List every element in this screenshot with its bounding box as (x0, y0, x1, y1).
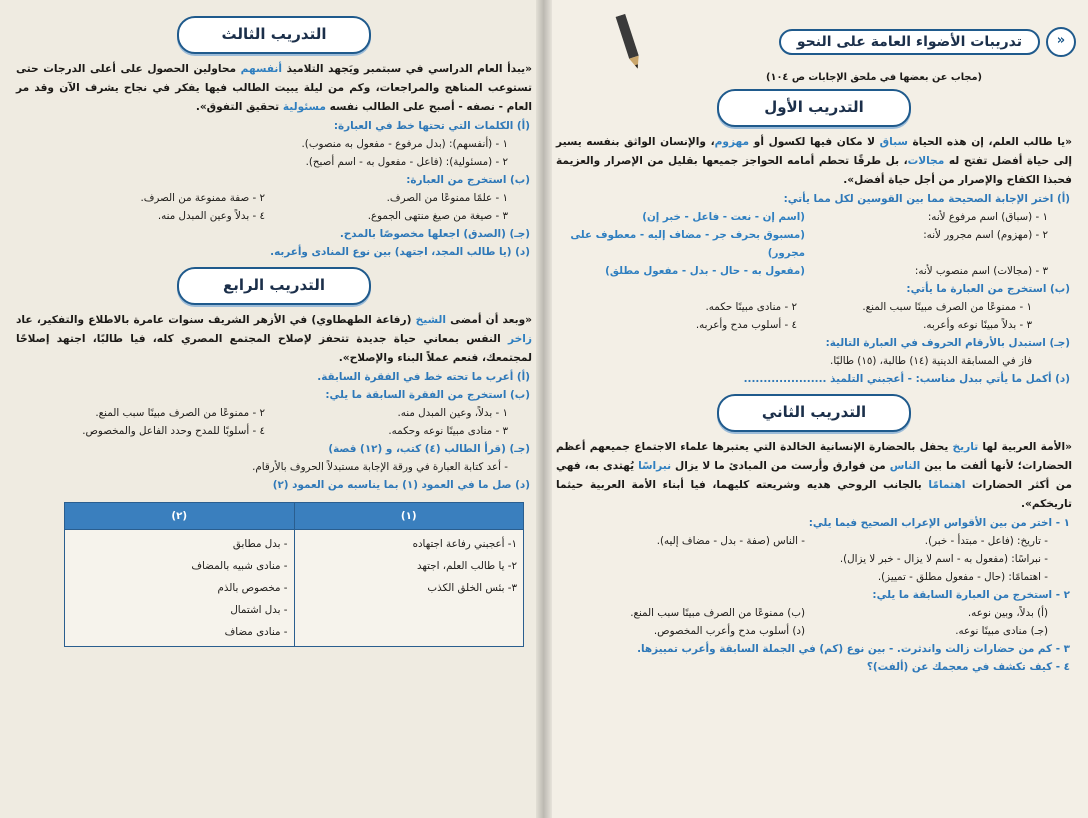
exercise-1-paragraph: «يا طالب العلم، إن هذه الحياة سباق لا مكان فيها لكسول أو مهزوم، والإنسان الواثق بنفسه يسير إلى حياة أفضل تفتح له مجالات، بل طرقًا تحطم أمامه الحواجز جميعها بقليل من الإصرار والعزيمة فحبذا الكفاح والإصرار من أجل حياة أفضل». (556, 136, 1072, 186)
exercise-4-question-d: (د) صل ما في العمود (١) بما يناسبه من العمود (٢) (272, 479, 530, 491)
list-item: ٣ - صيغة من صيغ منتهى الجموع. ٤ - بدلاً وعين المبدل منه. (157, 210, 508, 222)
table-item: ٣- بئس الخلق الكذب (427, 582, 517, 594)
exercise-3-question-b: (ب) استخرج من العبارة: (406, 174, 530, 186)
exercise-1-title: التدريب الأول (717, 89, 911, 127)
list-item: ١ - بدلاً، وعين المبدل منه. ٢ - ممنوعًا من الصرف مبينًا سبب المنع. (95, 407, 508, 419)
book-gutter (536, 0, 552, 818)
table-item: - مخصوص بالذم (217, 582, 288, 594)
exercise-4-question-b: (ب) استخرج من الفقرة السابقة ما يلي: (325, 389, 530, 401)
list-item: ١ - علمًا ممنوعًا من الصرف. ٢ - صفة ممنوعة من الصرف. (140, 192, 508, 204)
table-item: - بدل مطابق (232, 538, 288, 550)
matching-table (64, 502, 524, 647)
exercise-1-question-d: (د) أكمل ما يأتي ببدل مناسب: - أعجبني التلميذ ..................... (743, 373, 1070, 385)
list-item: ١ - (أنفسهم): (بدل مرفوع - مفعول به منصوب). (301, 138, 508, 150)
list-item: ٢ - (مسئولية): (فاعل - مفعول به - اسم أصبح). (305, 156, 508, 168)
pencil-icon (614, 13, 645, 71)
section-header (552, 14, 1076, 70)
exercise-4-title: التدريب الرابع (177, 267, 371, 305)
exercise-3-question-a: (أ) الكلمات التي تحتها خط في العبارة: (333, 120, 530, 132)
list-item: - تاريخ: (فاعل - مبتدأ - خبر). - الناس (صفة - بدل - مضاف إليه). (656, 535, 1048, 547)
exercise-2-question-3: ٣ - كم من حضارات زالت واندثرت. - بين نوع (كم) في الجملة السابقة وأعرب تمييزها. (637, 643, 1070, 655)
exercise-1-question-b: (ب) استخرج من العبارة ما يأتي: (906, 283, 1070, 295)
exercise-3-paragraph: «يبدأ العام الدراسي في سبتمبر ويَجهد التلاميذ أنفسهم محاولين الحصول على أعلى الدرجات حتى تستوعب المناهج والمراجعات، وكم من ليلة يبيت الطالب فيها يفكر في نجاح يشرف الآن وقد مر العام - نصفه - أصبح على الطالب نفسه مسئولية تحقيق التفوق». (16, 63, 532, 113)
exercise-2-title: التدريب الثاني (717, 394, 911, 432)
exercise-1-question-a: (أ) اختر الإجابة الصحيحة مما بين القوسين لكل مما يأتي: (783, 193, 1070, 205)
answers-note: (مجاب عن بعضها في ملحق الإجابات ص ١٠٤) (765, 72, 982, 83)
exercise-2-question-4: ٤ - كيف تكشف في معجمك عن (ألفت)؟ (866, 661, 1070, 673)
column-2-cell (65, 530, 295, 647)
section-title: تدريبات الأضواء العامة على النحو (779, 29, 1040, 55)
list-item: ٣ - (مجالات) اسم منصوب لأنه: (مفعول به - حال - بدل - مفعول مطلق) (605, 265, 1048, 277)
exercise-2-paragraph: «الأمة العربية لها تاريخ يحفل بالحضارة الإنسانية الخالدة التي يعتبرها علماء الاجتماع جميعهم أعظم الحضارات؛ لأنها ألفت ما بين الناس من فوارق وأرست من المبادئ ما لا يزال نبراسًا يُهتدى به، فهي من أكثر الحضارات اهتمامًا بالجانب الروحي هديه وشريعته كليهما، فيا أبناء الأمة العربية حيثما تاريخكم». (556, 441, 1073, 510)
list-item: - اهتمامًا: (حال - مفعول مطلق - تمييز). (877, 571, 1048, 583)
list-item: (جـ) منادى مبينًا نوعه. (د) أسلوب مدح وأعرب المخصوص. (653, 625, 1048, 637)
exercise-4-paragraph: «وبعد أن أمضى الشيخ (رفاعة الطهطاوي) في الأزهر الشريف سنوات عامرة بالاطلاع والتفكير، عاد زاخر النفس بمعاني حياة جديدة تتحفز لإصلاح المجتمع المصري كله، فيا طالبًا، اجتهد إصلاحًا لمجتمعك، فنعم عملاً البناء والإصلاح». (16, 314, 532, 364)
list-item: ١ - ممنوعًا من الصرف مبينًا سبب المنع. ٢ - منادى مبينًا حكمه. (705, 301, 1032, 313)
column-1-header: (١) (294, 503, 524, 530)
double-chevron-icon: « (1046, 27, 1076, 57)
column-2-header: (٢) (65, 503, 295, 530)
table-item: - بدل اشتمال (230, 604, 288, 616)
list-item: ٣ - منادى مبينًا نوعه وحكمه. ٤ - أسلوبًا للمدح وحدد الفاعل والمخصوص. (82, 425, 508, 437)
list-item: فاز في المسابقة الدينية (١٤) طالبة، (١٥) طالبًا. (830, 355, 1032, 367)
exercise-3-title: التدريب الثالث (177, 16, 371, 54)
exercise-3-question-d: (د) (يا طالب المجد، اجتهد) بين نوع المنادى وأعربه. (270, 246, 530, 258)
exercise-1-question-c: (جـ) استبدل بالأرقام الحروف في العبارة التالية: (825, 337, 1070, 349)
exercise-2-question-1: ١ - اختر من بين الأقواس الإعراب الصحيح فيما يلي: (808, 517, 1070, 529)
list-item: ١ - (سباق) اسم مرفوع لأنه: (اسم إن - نعت - فاعل - خبر إن) (642, 211, 1048, 223)
list-item: - أعد كتابة العبارة في ورقة الإجابة مستبدلاً الحروف بالأرقام. (252, 461, 508, 473)
table-item: - منادى شبيه بالمضاف (191, 560, 288, 572)
list-item: - نبراسًا: (مفعول به - اسم لا يزال - خبر لا يزال). (839, 553, 1048, 565)
list-item: ٣ - بدلاً مبينًا نوعه وأعربه. ٤ - أسلوب مدح وأعربه. (695, 319, 1032, 331)
exercise-3-question-c: (جـ) (الصدق) اجعلها مخصوصًا بالمدح. (339, 228, 530, 240)
exercise-2-question-2: ٢ - استخرج من العبارة السابقة ما يلي: (872, 589, 1070, 601)
table-item: - منادى مضاف (224, 626, 288, 638)
column-1-cell (294, 530, 524, 647)
right-page (544, 0, 1088, 818)
list-item: (أ) بدلاً، وبين نوعه. (ب) ممنوعًا من الصرف مبينًا سبب المنع. (630, 607, 1048, 619)
exercise-4-question-a: (أ) أعرب ما تحته خط في الفقرة السابقة. (317, 371, 530, 383)
exercise-4-question-c: (جـ) (قرأ الطالب (٤) كتب، و (١٢) قصة) (328, 443, 530, 455)
table-item: ٢- يا طالب العلم، اجتهد (417, 560, 517, 572)
table-item: ١- أعجبني رفاعة اجتهاده (412, 538, 517, 550)
list-item: ٢ - (مهزوم) اسم مجرور لأنه: (مسبوق بحرف جر - مضاف إليه - معطوف على مجرور) (570, 229, 1048, 259)
